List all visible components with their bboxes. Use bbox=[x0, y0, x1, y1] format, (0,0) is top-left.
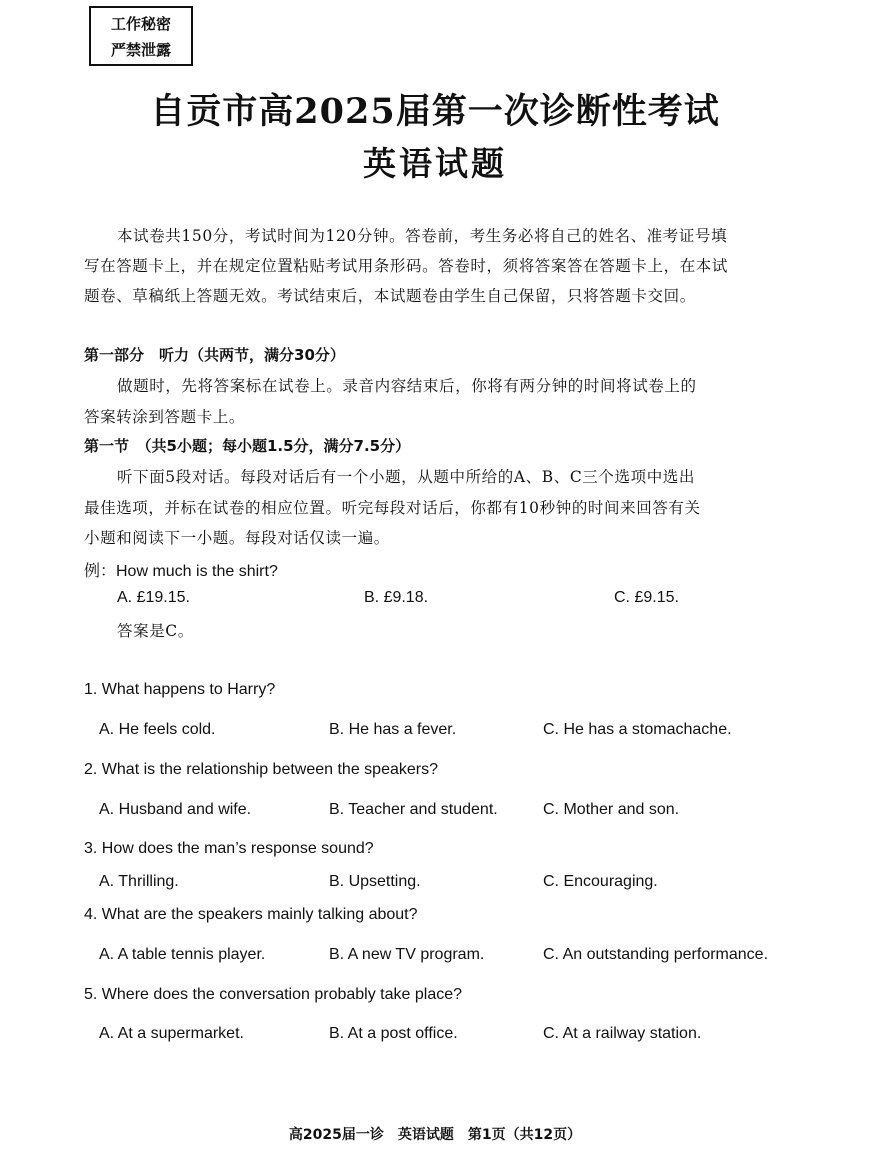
example-option-c: C. £9.15. bbox=[614, 589, 679, 606]
stamp-line-1: 工作秘密 bbox=[110, 15, 171, 33]
part1-heading: 第一部分 听力（共两节，满分30分） bbox=[84, 346, 345, 364]
example-answer: 答案是C。 bbox=[117, 622, 194, 640]
question-2-option-c: C. Mother and son. bbox=[543, 801, 680, 818]
question-1-option-c: C. He has a stomachache. bbox=[543, 721, 732, 738]
question-2-option-b: B. Teacher and student. bbox=[329, 801, 498, 818]
question-4: 4. What are the speakers mainly talking about? bbox=[84, 906, 418, 923]
part1-desc-line-2: 答案转涂到答题卡上。 bbox=[84, 408, 246, 426]
section1-heading: 第一节 （共5小题；每小题1.5分，满分7.5分） bbox=[84, 437, 411, 455]
question-4-option-a: A. A table tennis player. bbox=[99, 946, 266, 963]
example-question: 例：How much is the shirt? bbox=[84, 563, 278, 580]
question-5-option-c: C. At a railway station. bbox=[543, 1025, 702, 1042]
question-1-option-a: A. He feels cold. bbox=[99, 721, 216, 738]
example-option-a: A. £19.15. bbox=[117, 589, 190, 606]
question-4-option-b: B. A new TV program. bbox=[329, 946, 485, 963]
question-4-option-c: C. An outstanding performance. bbox=[543, 946, 769, 963]
question-1-option-b: B. He has a fever. bbox=[329, 721, 457, 738]
section1-desc-line-2: 最佳选项，并标在试卷的相应位置。听完每段对话后，你都有10秒钟的时间来回答有关 bbox=[84, 499, 701, 517]
question-2: 2. What is the relationship between the speakers? bbox=[84, 761, 438, 778]
question-5-option-b: B. At a post office. bbox=[329, 1025, 458, 1042]
question-3: 3. How does the man’s response sound? bbox=[84, 840, 374, 857]
question-3-option-b: B. Upsetting. bbox=[329, 873, 421, 890]
section1-desc-line-3: 小题和阅读下一小题。每段对话仅读一遍。 bbox=[84, 529, 390, 547]
example-option-b: B. £9.18. bbox=[364, 589, 429, 606]
instructions-line-3: 题卷、草稿纸上答题无效。考试结束后，本试题卷由学生自己保留，只将答题卡交回。 bbox=[84, 287, 696, 305]
question-5: 5. Where does the conversation probably take place? bbox=[84, 986, 463, 1003]
stamp-line-2: 严禁泄露 bbox=[110, 41, 171, 59]
instructions-line-2: 写在答题卡上，并在规定位置粘贴考试用条形码。答卷时，须将答案答在答题卡上，在本试 bbox=[84, 257, 729, 275]
page-title: 自贡市高2025届第一次诊断性考试 bbox=[150, 91, 720, 132]
question-2-option-a: A. Husband and wife. bbox=[99, 801, 252, 818]
instructions-line-1: 本试卷共150分，考试时间为120分钟。答卷前，考生务必将自己的姓名、准考证号填 bbox=[117, 227, 728, 245]
section1-desc-line-1: 听下面5段对话。每段对话后有一个小题，从题中所给的A、B、C三个选项中选出 bbox=[117, 468, 696, 486]
page-footer: 高2025届一诊 英语试题 第1页（共12页） bbox=[288, 1127, 582, 1143]
question-3-option-c: C. Encouraging. bbox=[543, 873, 658, 890]
page-subtitle: 英语试题 bbox=[363, 144, 507, 183]
question-3-option-a: A. Thrilling. bbox=[99, 873, 179, 890]
question-1: 1. What happens to Harry? bbox=[84, 681, 276, 698]
confidential-stamp bbox=[89, 6, 193, 66]
question-5-option-a: A. At a supermarket. bbox=[99, 1025, 244, 1042]
part1-desc-line-1: 做题时，先将答案标在试卷上。录音内容结束后，你将有两分钟的时间将试卷上的 bbox=[117, 377, 697, 395]
